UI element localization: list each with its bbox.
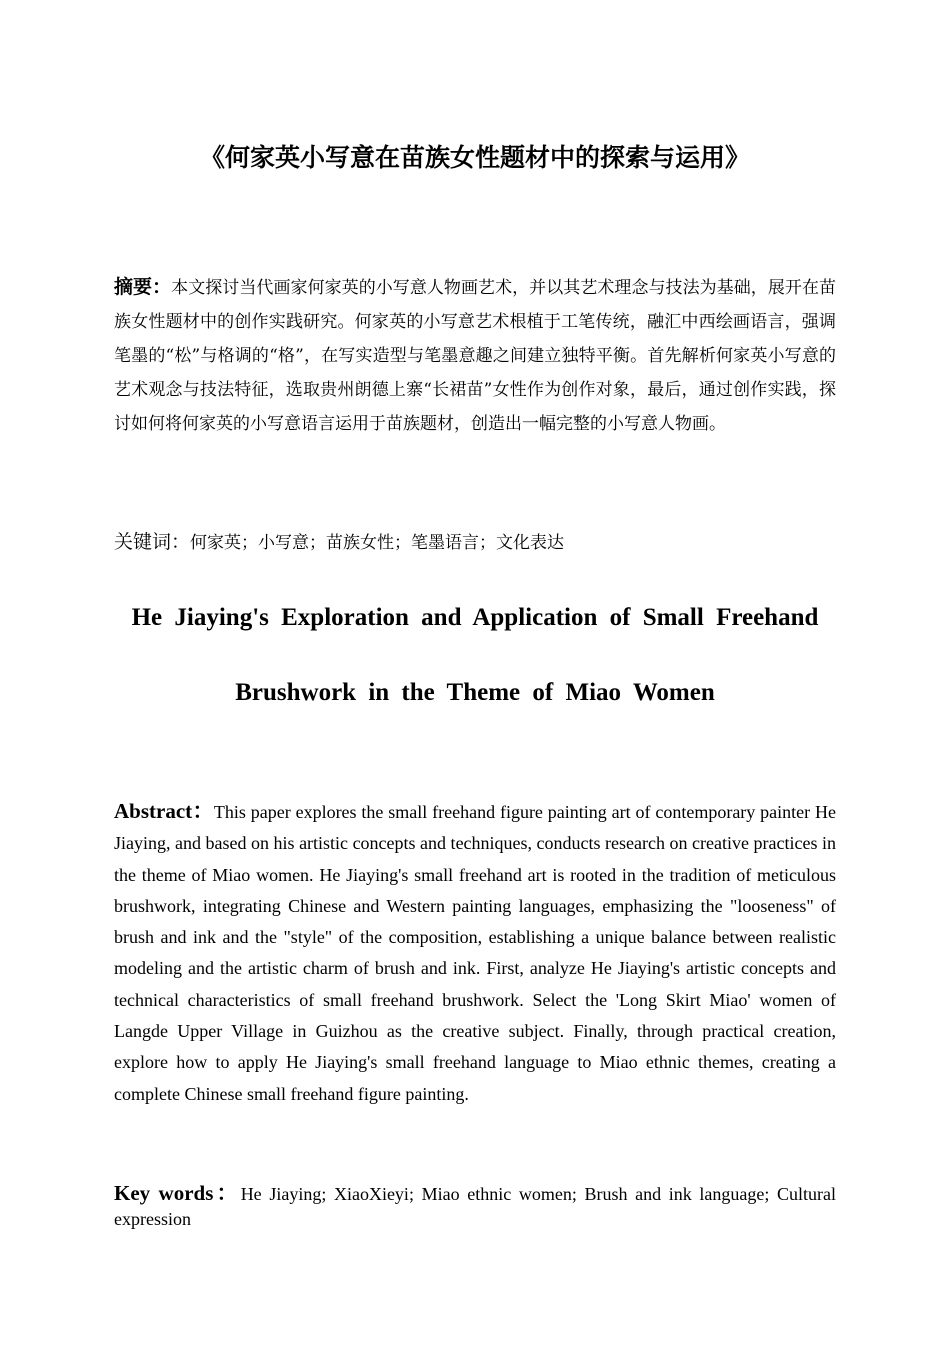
- chinese-abstract: [114, 270, 836, 441]
- english-title: [114, 580, 836, 730]
- english-keywords-text: He Jiaying; XiaoXieyi; Miao ethnic women; Brush and ink language; Cultural expression: [114, 1184, 837, 1229]
- english-title-line-2: Brushwork in the Theme of Miao Women: [235, 679, 715, 706]
- english-title-line-1: He Jiaying's Exploration and Application of Small Freehand: [131, 604, 819, 631]
- chinese-abstract-text: 本文探讨当代画家何家英的小写意人物画艺术，并以其艺术理念与技法为基础，展开在苗族女性题材中的创作实践研究。何家英的小写意艺术根植于工笔传统，融汇中西绘画语言，强调笔墨的“松”与格调的“格”，在写实造型与笔墨意趣之间建立独特平衡。首先解析何家英小写意的艺术观念与技法特征，选取贵州朗德上寨“长裙苗”女性作为创作对象，最后，通过创作实践，探讨如何将何家英的小写意语言运用于苗族题材，创造出一幅完整的小写意人物画。: [114, 278, 836, 434]
- chinese-keywords-text: 何家英；小写意；苗族女性；笔墨语言；文化表达: [190, 533, 565, 553]
- english-abstract: [114, 796, 836, 1110]
- chinese-keywords-label: 关键词：: [114, 531, 191, 553]
- english-keywords: [114, 1181, 836, 1232]
- english-keywords-label: Key words：: [114, 1181, 241, 1205]
- english-abstract-text: This paper explores the small freehand figure painting art of contemporary painter He Jiaying, and based on his artistic concepts and techniques, conducts research on creative practices in the theme of Miao women. He Jiaying's small freehand art is rooted in the tradition of meticulous brushwork, integrating Chinese and Western painting languages, emphasizing the "looseness" of brush and ink and the "style" of the composition, establishing a unique balance between realistic modeling and the artistic charm of brush and ink. First, analyze He Jiaying's artistic concepts and technical characteristics of small freehand brushwork. Select the 'Long Skirt Miao' women of Langde Upper Village in Guizhou as the creative subject. Finally, through practical creation, explore how to apply He Jiaying's small freehand language to Miao ethnic themes, creating a complete Chinese small freehand figure painting.: [114, 802, 836, 1104]
- english-abstract-label: Abstract：: [114, 799, 214, 823]
- page-title: 《何家英小写意在苗族女性题材中的探索与运用》: [199, 143, 750, 172]
- chinese-abstract-label: 摘要：: [114, 276, 172, 298]
- chinese-keywords: [114, 526, 836, 559]
